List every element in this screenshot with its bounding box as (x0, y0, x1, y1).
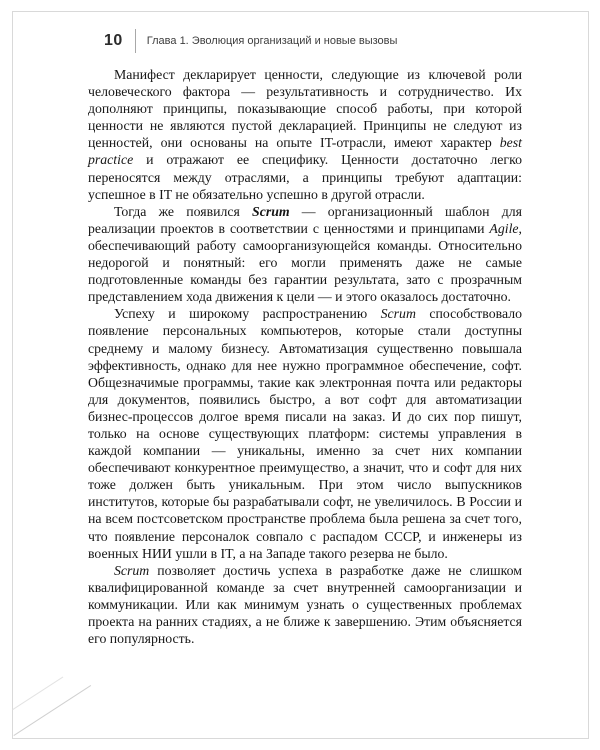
text-segment: способствовало появление персональных компьютеров, которые стали доступны среднему и малому бизнесу. Автоматизация существенно повышала эффективность, однако для нее нужно программное обеспечение, софт. Общезначимые программы, такие как электронная почта или редакторы для документов, появились быстро, а вот софт для автоматизации бизнес-процессов долгое время писали на заказ. И до сих пор пишут, только на основе существующих платформ: системы управления в каждой компании — уникальны, именно за счет них компании обеспечивают конкурентное преимущество, а значит, что и софт для них тоже должен быть уникальным. При этом число выпускников институтов, которые бы разрабатывали софт, не увеличилось. В России и на всем постсоветском пространстве проблема была решена за счет того, что появление персоналок совпало с распадом СССР, и инженеры из военных НИИ ушли в IT, а на Западе такого резерва не было. (88, 306, 522, 561)
page-header (104, 29, 397, 53)
paragraph (88, 66, 522, 203)
text-segment: Успеху и широкому распространению (114, 306, 381, 322)
text-segment: позволяет достичь успеха в разработке даже не слишком квалифицированной команде за счет внутренней самоорганизации и коммуникации. Или как минимум узнать о существенных проблемах проекта на ранних стадиях, а не ближе к завершению. Этим объясняется его популярность. (88, 562, 522, 647)
emphasized-text: Agile (489, 220, 519, 236)
page-corner-fold-shadow (12, 676, 63, 710)
text-segment: — организационный шаблон для реализации проектов в соответствии с ценностями и принципами (88, 203, 522, 236)
page-body (88, 66, 522, 647)
text-segment: Манифест декларирует ценности, следующие из ключевой роли человеческого фактора — результативность и сотрудничество. Их дополняют принципы, показывающие способ работы, при которой ценности не являются пустой декларацией. Принципы не следуют из ценностей, они основаны на опыте IT-отрасли, имеют характер (88, 67, 522, 151)
emphasized-text: Scrum (252, 203, 290, 219)
emphasized-text: best practice (88, 135, 522, 168)
chapter-title: Глава 1. Эволюция организаций и новые вызовы (146, 35, 398, 47)
page-number: 10 (104, 32, 123, 49)
paragraph (88, 203, 522, 306)
text-segment: Тогда же появился (114, 203, 253, 219)
paragraph (88, 305, 522, 561)
emphasized-text: Scrum (380, 306, 416, 322)
paragraph (88, 562, 522, 647)
header-divider (135, 29, 136, 53)
page-corner-fold-line (13, 685, 91, 736)
text-segment: и отражают ее специфику. Ценности достаточно легко переносятся между отраслями, а принципы требуют адаптации: успешное в IT не обязательно успешно в другой отрасли. (88, 152, 522, 202)
text-segment: , обеспечивающий работу самоорганизующейся команды. Относительно недорогой и понятный: его могли применять даже не самые подготовленные команды без гарантии результата, зато с прозрачным представлением хода движения к цели — и этого оказалось достаточно. (88, 220, 522, 305)
emphasized-text: Scrum (114, 562, 150, 578)
